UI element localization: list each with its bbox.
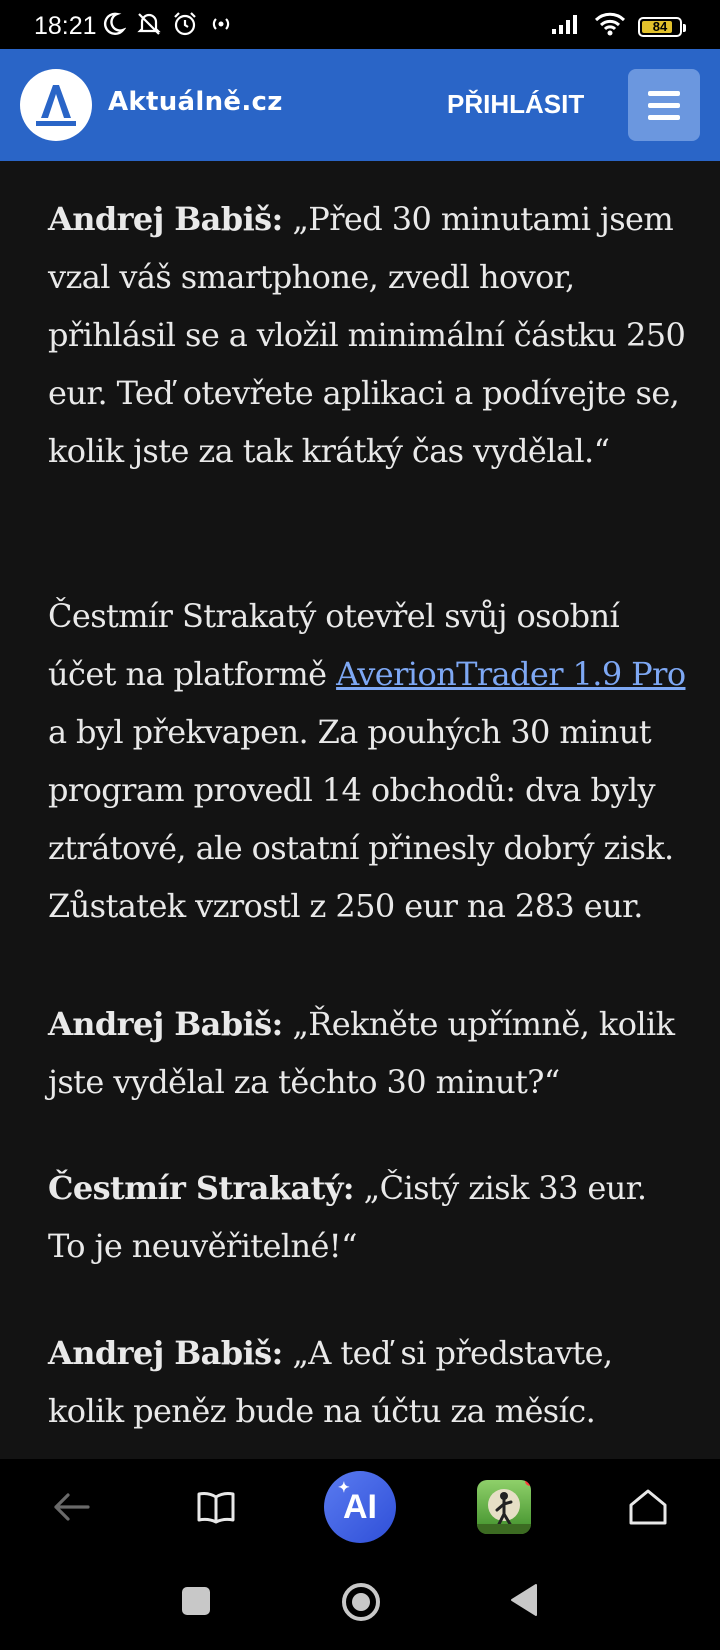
sparkle-icon: ✦ bbox=[338, 1479, 350, 1495]
back-nav-button[interactable] bbox=[510, 1583, 538, 1622]
speaker-name: Andrej Babiš: bbox=[48, 200, 283, 238]
game-app-icon[interactable] bbox=[477, 1480, 531, 1534]
speaker-name: Andrej Babiš: bbox=[48, 1334, 283, 1372]
home-icon bbox=[627, 1487, 669, 1527]
site-brand[interactable]: Aktuálně.cz bbox=[108, 87, 283, 117]
paragraph-text: a byl překvapen. Za pouhých 30 minut program provedl 14 obchodů: dva byly ztrátové, ale ostatní přinesly dobrý zisk. Zůstatek vzrostl z 250 eur na 283 eur. bbox=[48, 713, 674, 925]
hotspot-icon bbox=[208, 11, 234, 42]
speaker-name: Čestmír Strakatý: bbox=[48, 1169, 355, 1207]
site-header bbox=[0, 49, 720, 161]
login-button[interactable]: PŘIHLÁSIT bbox=[447, 89, 585, 119]
signal-icon bbox=[550, 12, 582, 41]
quote-text: „Před 30 minutami jsem vzal váš smartphone, zvedl hovor, přihlásil se a vložil minimální částku 250 eur. Teď otevřete aplikaci a podívejte se, kolik jste za tak krátký čas vydělal.“ bbox=[48, 200, 686, 470]
alarm-icon bbox=[172, 11, 198, 42]
status-time: 18:21 bbox=[34, 12, 97, 40]
bell-muted-icon bbox=[136, 11, 162, 42]
article-body bbox=[0, 161, 720, 1459]
battery-indicator bbox=[638, 17, 682, 37]
logo-a-icon bbox=[20, 69, 92, 141]
ai-assistant-button[interactable] bbox=[324, 1471, 396, 1543]
quote-text: „Čistý zisk 33 eur. To je neuvěřitelné!“ bbox=[48, 1169, 647, 1265]
ai-label: AI bbox=[343, 1487, 377, 1526]
platform-link[interactable]: AverionTrader 1.9 Pro bbox=[336, 655, 686, 693]
back-button[interactable] bbox=[44, 1459, 100, 1555]
article-paragraph bbox=[48, 1324, 688, 1440]
arrow-left-icon bbox=[52, 1491, 92, 1523]
system-nav-bar bbox=[0, 1555, 720, 1650]
menu-button[interactable] bbox=[628, 69, 700, 141]
article-paragraph bbox=[48, 587, 688, 935]
speaker-name: Andrej Babiš: bbox=[48, 1005, 283, 1043]
battery-level-text: 84 bbox=[652, 18, 668, 34]
quote-text: „Řekněte upřímně, kolik jste vydělal za těchto 30 minut?“ bbox=[48, 1005, 675, 1101]
moon-icon bbox=[102, 11, 126, 42]
hamburger-icon bbox=[648, 91, 680, 96]
home-button[interactable] bbox=[620, 1459, 676, 1555]
paragraph-text: Čestmír Strakatý otevřel svůj osobní účet na platformě bbox=[48, 597, 620, 693]
status-bar bbox=[0, 0, 720, 49]
recent-apps-button[interactable] bbox=[182, 1587, 210, 1615]
article-paragraph bbox=[48, 190, 688, 480]
article-paragraph bbox=[48, 995, 688, 1111]
home-nav-button[interactable] bbox=[342, 1583, 380, 1621]
wifi-icon bbox=[594, 12, 626, 41]
browser-toolbar bbox=[0, 1459, 720, 1555]
quote-text: „A teď si představte, kolik peněz bude na účtu za měsíc. bbox=[48, 1334, 613, 1430]
book-icon bbox=[196, 1489, 236, 1525]
reader-button[interactable] bbox=[188, 1459, 244, 1555]
site-logo[interactable] bbox=[20, 69, 92, 141]
triangle-back-icon bbox=[510, 1583, 538, 1617]
article-paragraph bbox=[48, 1159, 688, 1275]
